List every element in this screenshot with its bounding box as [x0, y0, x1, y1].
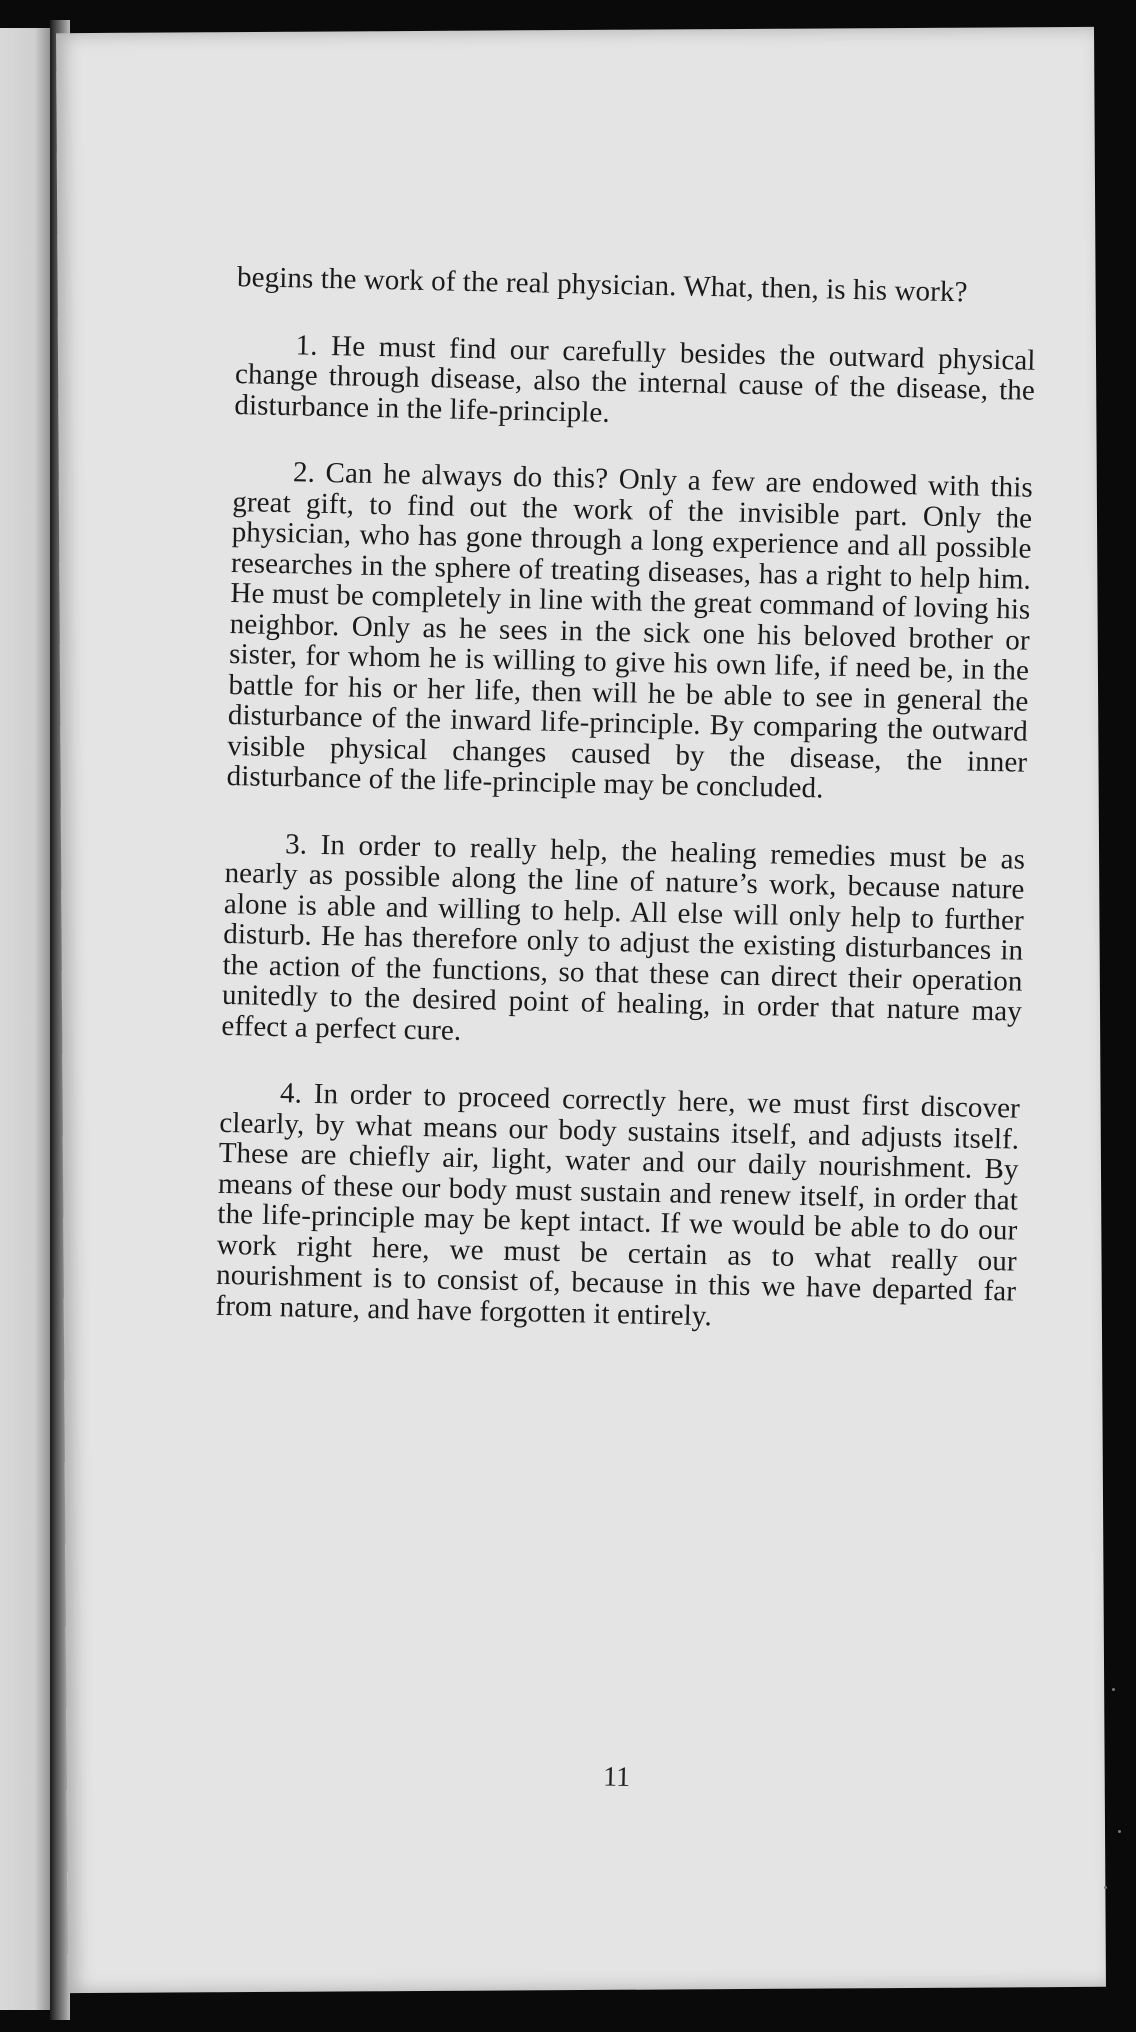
scan-speck	[1104, 1886, 1107, 1889]
paragraph-2: 2. Can he always do this? Only a few are endowed with this great gift, to find out the work of the invisible part. Only the physician, who has gone through a long experience and all possible researches in the sphere of treating diseases, has a right to help him. He must be completely in line with the great command of loving his neighbor. Only as he sees in the sick one his beloved brother or sister, for whom he is willing to give his own life, if need be, in the battle for his or her life, then will he be able to see in general the disturbance of the inward life-principle. By comparing the outward visible physical changes caused by the disease, the inner disturbance of the life-principle may be concluded.	[226, 456, 1034, 805]
book-page	[56, 27, 1106, 1993]
scan-speck	[1118, 1830, 1121, 1833]
page-body-text	[214, 262, 1037, 1374]
paragraph-continuation: begins the work of the real physician. What, then, is his work?	[236, 261, 968, 309]
paragraph-4: 4. In order to proceed correctly here, we must first discover clearly, by what means our body sustains itself, and adjusts itself. These are chiefly air, light, water and our daily nourishment. By means of these our body must sustain and renew itself, in order that the life-principle may be kept intact. If we would be able to do our work right here, we must be certain as to what really our nourishment is to consist of, because in this we have departed far from nature, and have forgotten it entirely.	[215, 1077, 1021, 1332]
paragraph-1: 1. He must find our carefully besides the outward physical change through disease, also the internal cause of the disease, the disturbance in the life-principle.	[234, 328, 1036, 429]
page-number: 11	[602, 1761, 631, 1794]
scan-speck	[1112, 1688, 1115, 1691]
paragraph-3: 3. In order to really help, the healing remedies must be as nearly as possible along the line of nature’s work, because nature alone is able and willing to help. All else will only help to further disturb. He has therefore only to adjust the existing disturbances in the action of the functions, so that these can direct their operation unitedly to the desired point of healing, in order that nature may effect a perfect cure.	[221, 827, 1026, 1047]
